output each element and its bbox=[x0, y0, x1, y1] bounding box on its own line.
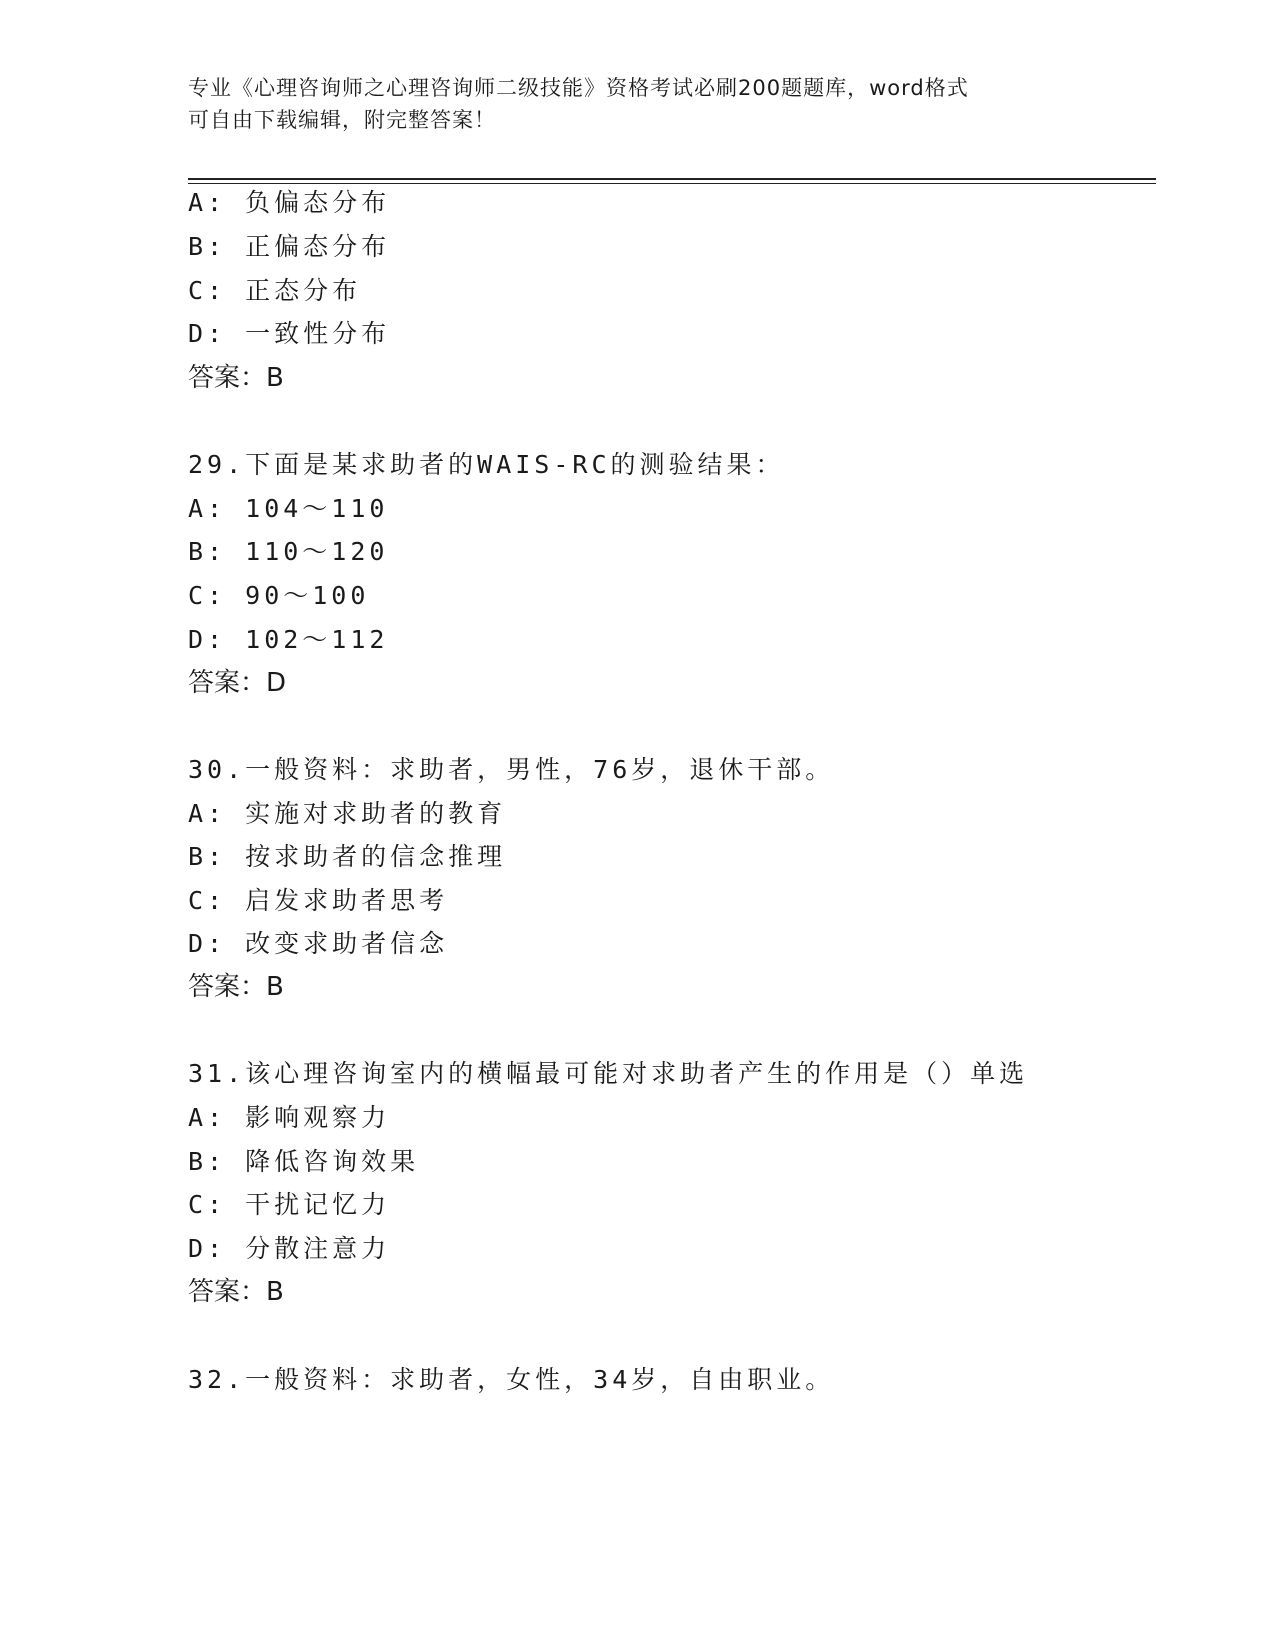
header-line-2: 可自由下载编辑，附完整答案！ bbox=[188, 108, 496, 132]
q29-question: 29.下面是某求助者的WAIS-RC的测验结果： bbox=[188, 450, 785, 479]
q28-option-b: B: 正偏态分布 bbox=[188, 232, 391, 261]
q30-option-d: D: 改变求助者信念 bbox=[188, 929, 449, 958]
q29-option-b: B: 110～120 bbox=[188, 537, 389, 566]
q30-option-c: C: 启发求助者思考 bbox=[188, 886, 449, 915]
q28-option-d: D: 一致性分布 bbox=[188, 319, 391, 348]
q28-option-a: A: 负偏态分布 bbox=[188, 188, 391, 217]
q29-answer: 答案：D bbox=[188, 668, 287, 698]
q31-option-d: D: 分散注意力 bbox=[188, 1234, 391, 1263]
q31-option-c: C: 干扰记忆力 bbox=[188, 1190, 391, 1219]
q29-option-a: A: 104～110 bbox=[188, 494, 389, 523]
q31-question: 31.该心理咨询室内的横幅最可能对求助者产生的作用是（）单选 bbox=[188, 1059, 1029, 1088]
q28-option-c: C: 正态分布 bbox=[188, 276, 362, 305]
q29-option-d: D: 102～112 bbox=[188, 625, 389, 654]
header-line-1: 专业《心理咨询师之心理咨询师二级技能》资格考试必刷200题题库，word格式 bbox=[188, 76, 969, 100]
q30-answer: 答案：B bbox=[188, 972, 284, 1002]
q31-option-b: B: 降低咨询效果 bbox=[188, 1147, 420, 1176]
document-header bbox=[188, 72, 1088, 136]
q29-option-c: C: 90～100 bbox=[188, 581, 370, 610]
q32-question: 32.一般资料：求助者，女性，34岁，自由职业。 bbox=[188, 1365, 835, 1394]
q31-option-a: A: 影响观察力 bbox=[188, 1103, 391, 1132]
q28-answer: 答案：B bbox=[188, 363, 284, 393]
q30-option-a: A: 实施对求助者的教育 bbox=[188, 799, 507, 828]
header-divider-thick bbox=[188, 178, 1156, 180]
q30-question: 30.一般资料：求助者，男性，76岁，退休干部。 bbox=[188, 755, 835, 784]
header-divider-thin bbox=[188, 183, 1156, 184]
q30-option-b: B: 按求助者的信念推理 bbox=[188, 842, 507, 871]
q31-answer: 答案：B bbox=[188, 1277, 284, 1307]
